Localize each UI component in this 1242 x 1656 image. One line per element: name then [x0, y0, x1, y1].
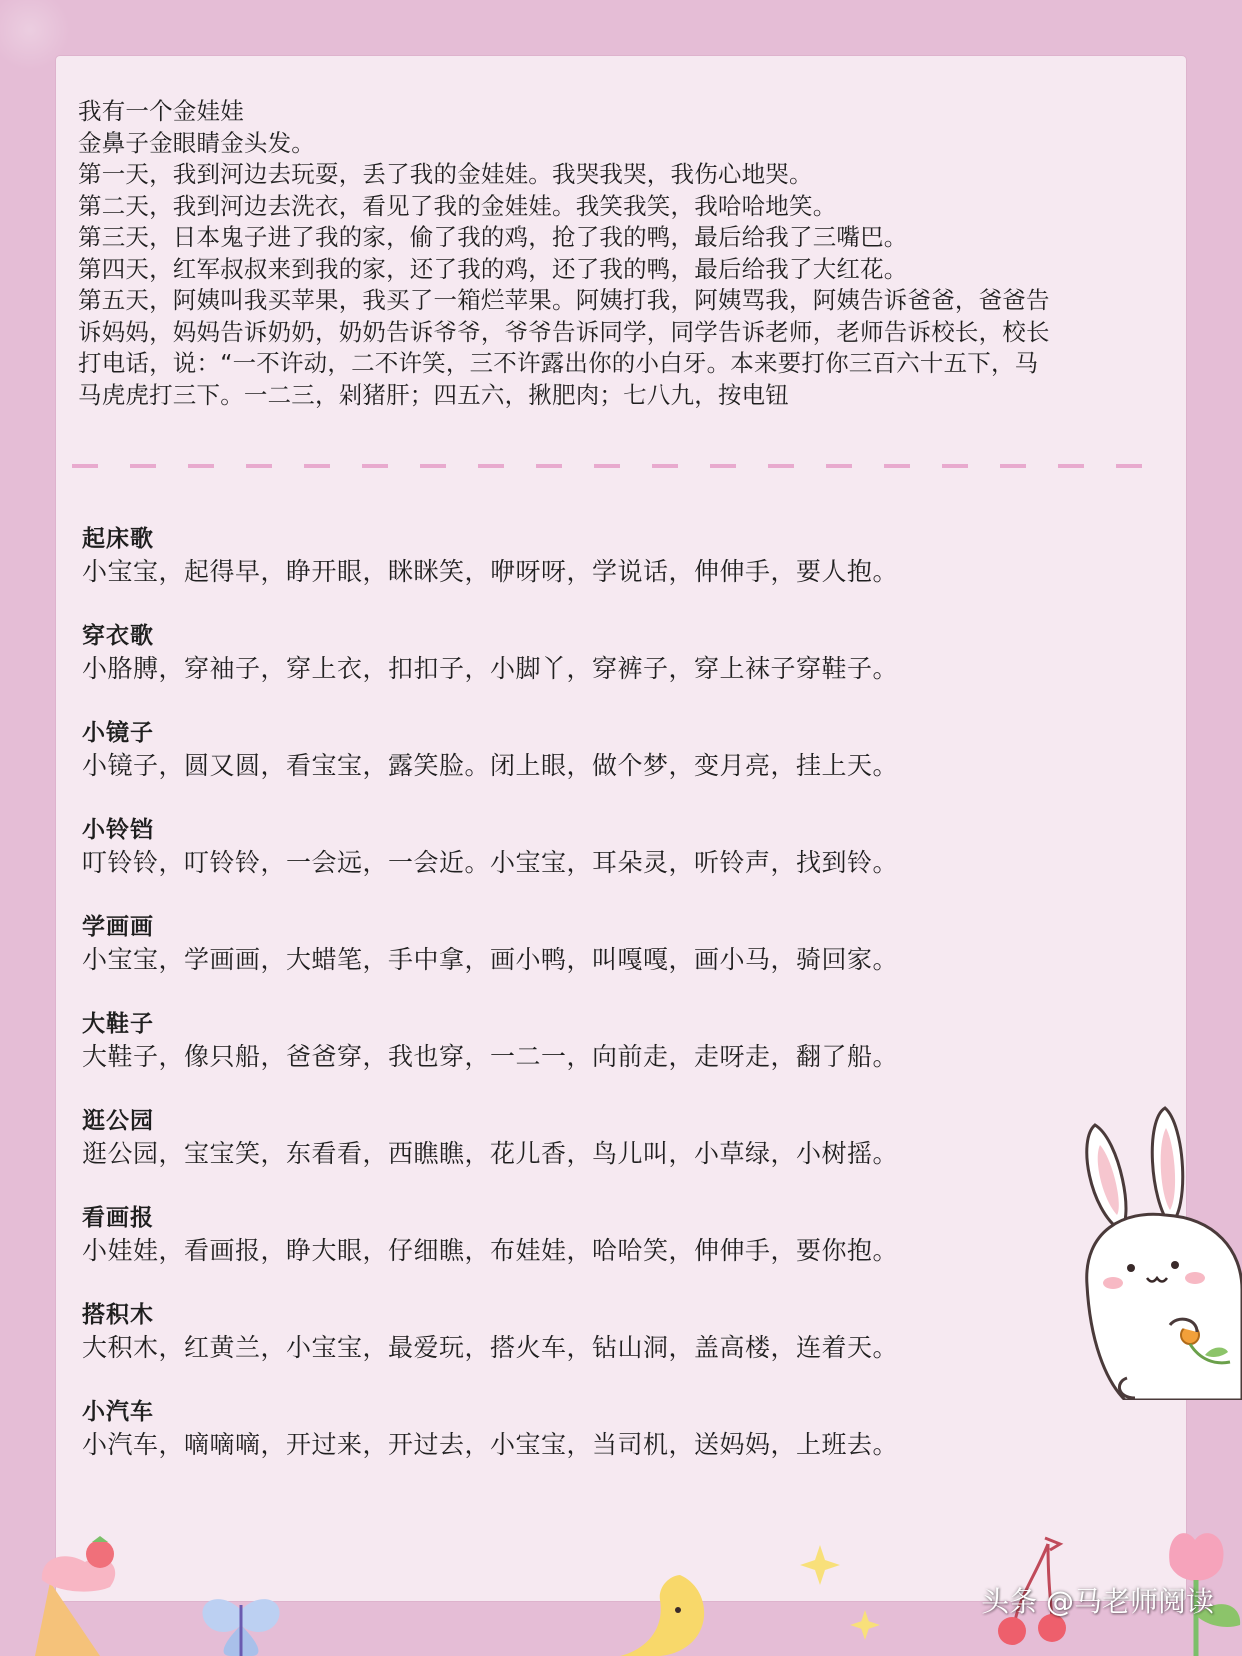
song-title: 起床歌	[82, 526, 154, 552]
rabbit-illustration	[1065, 1100, 1242, 1400]
song-item	[82, 621, 1082, 718]
star-icon	[800, 1545, 840, 1585]
song-item	[82, 815, 1082, 912]
poem-line: 第四天，红军叔叔来到我的家，还了我的鸡，还了我的鸭，最后给我了大红花。	[78, 254, 908, 283]
song-list	[82, 524, 1082, 1494]
poem-line: 金鼻子金眼睛金头发。	[78, 128, 315, 157]
song-title: 大鞋子	[82, 1011, 154, 1037]
song-text: 小胳膊，穿袖子，穿上衣，扣扣子，小脚丫，穿裤子，穿上袜子穿鞋子。	[82, 654, 899, 683]
poem-line: 第一天，我到河边去玩耍，丢了我的金娃娃。我哭我哭，我伤心地哭。	[78, 160, 813, 188]
poem-line: 我有一个金娃娃	[78, 97, 244, 125]
song-text: 小宝宝，学画画，大蜡笔，手中拿，画小鸭，叫嘎嘎，画小马，骑回家。	[82, 945, 899, 974]
poem-line: 马虎虎打三下。一二三，剁猪肝；四五六，揪肥肉；七八九，按电钮	[78, 380, 789, 409]
song-title: 小铃铛	[82, 817, 154, 843]
watermark: 头条 @马老师阅读	[981, 1585, 1214, 1618]
poem-line: 第三天，日本鬼子进了我的家，偷了我的鸡，抢了我的鸭，最后给我了三嘴巴。	[78, 223, 908, 251]
song-text: 叮铃铃，叮铃铃，一会远，一会近。小宝宝，耳朵灵，听铃声，找到铃。	[82, 848, 899, 877]
dashed-divider	[72, 464, 1166, 468]
song-item	[82, 1009, 1082, 1106]
song-text: 大鞋子，像只船，爸爸穿，我也穿，一二一，向前走，走呀走，翻了船。	[82, 1042, 899, 1071]
song-title: 小汽车	[82, 1399, 154, 1425]
song-text: 大积木，红黄兰，小宝宝，最爱玩，搭火车，钻山洞，盖高楼，连着天。	[82, 1333, 899, 1362]
song-item	[82, 1106, 1082, 1203]
song-item	[82, 718, 1082, 815]
song-text: 小宝宝，起得早，睁开眼，眯眯笑，咿呀呀，学说话，伸伸手，要人抱。	[82, 557, 899, 586]
song-item	[82, 1300, 1082, 1397]
poem-line: 打电话，说：“一不许动，二不许笑，三不许露出你的小白牙。本来要打你三百六十五下，马	[78, 349, 1039, 377]
song-title: 穿衣歌	[82, 623, 154, 649]
song-title: 小镜子	[82, 720, 154, 746]
song-item	[82, 524, 1082, 621]
song-item	[82, 1203, 1082, 1300]
song-item	[82, 912, 1082, 1009]
song-text: 小娃娃，看画报，睁大眼，仔细瞧，布娃娃，哈哈笑，伸伸手，要你抱。	[82, 1236, 899, 1265]
song-text: 小镜子，圆又圆，看宝宝，露笑脸。闭上眼，做个梦，变月亮，挂上天。	[82, 751, 899, 780]
poem-line: 第二天，我到河边去洗衣，看见了我的金娃娃。我笑我笑，我哈哈地笑。	[78, 191, 837, 220]
butterfly-icon	[196, 1590, 286, 1656]
star-icon	[850, 1610, 880, 1640]
poem-line: 诉妈妈，妈妈告诉奶奶，奶奶告诉爷爷，爷爷告诉同学，同学告诉老师，老师告诉校长，校长	[78, 317, 1050, 346]
song-item	[82, 1397, 1082, 1494]
song-title: 逛公园	[82, 1108, 154, 1134]
song-title: 学画画	[82, 914, 154, 940]
song-text: 逛公园，宝宝笑，东看看，西瞧瞧，花儿香，鸟儿叫，小草绿，小树摇。	[82, 1139, 899, 1168]
song-title: 搭积木	[82, 1302, 154, 1328]
ice-cream-icon	[30, 1532, 140, 1656]
moon-icon	[620, 1570, 720, 1656]
song-title: 看画报	[82, 1205, 154, 1231]
poem-block	[78, 96, 1158, 411]
song-text: 小汽车，嘀嘀嘀，开过来，开过去，小宝宝，当司机，送妈妈，上班去。	[82, 1430, 899, 1459]
poem-line: 第五天，阿姨叫我买苹果，我买了一箱烂苹果。阿姨打我，阿姨骂我，阿姨告诉爸爸，爸爸告	[78, 286, 1050, 314]
